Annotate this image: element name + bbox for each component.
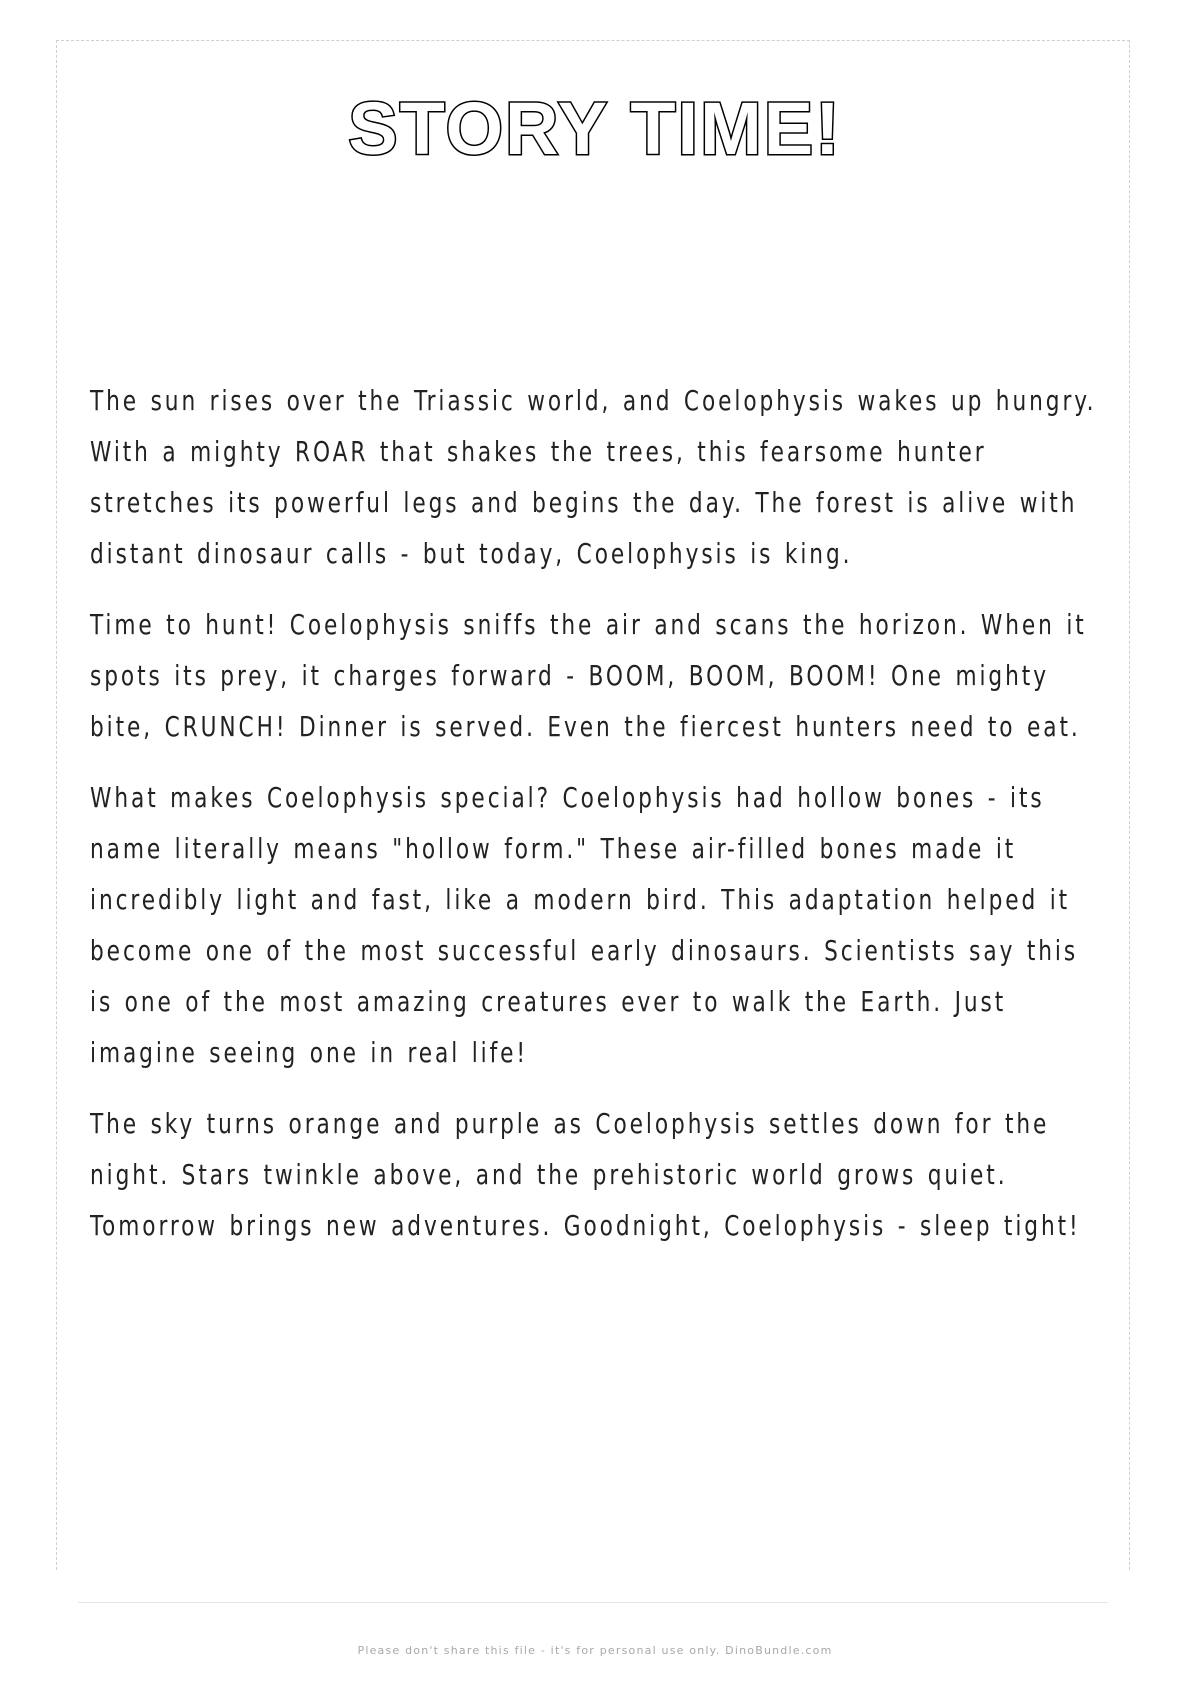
footer-copyright-note: Please don't share this file - it's for personal use only. DinoBundle.com bbox=[357, 1644, 833, 1657]
story-paragraph-3: What makes Coelophysis special? Coelophysis had hollow bones - its name literally means "hollow form." These air-filled bones made it incredibly light and fast, like a modern bird. This adaptation helped it become one of the most successful early dinosaurs. Scientists say this is one of the most amazing creatures ever to walk the Earth. Just imagine seeing one in real life! bbox=[90, 781, 1079, 1069]
footer-divider bbox=[78, 1602, 1108, 1603]
story-paragraph-4: The sky turns orange and purple as Coelophysis settles down for the night. Stars twinkle above, and the prehistoric world grows quiet. Tomorrow brings new adventures. Goodnight, Coelophysis - sleep tight! bbox=[90, 1107, 1081, 1242]
page-title: STORY TIME! bbox=[348, 87, 842, 170]
story-paragraph-1: The sun rises over the Triassic world, and Coelophysis wakes up hungry. With a mighty ROAR that shakes the trees, this fearsome hunter stretches its powerful legs and begins the day. The forest is alive with distant dinosaur calls - but today, Coelophysis is king. bbox=[90, 384, 1097, 570]
story-body bbox=[90, 375, 1110, 1271]
story-paragraph-2: Time to hunt! Coelophysis sniffs the air and scans the horizon. When it spots its prey, it charges forward - BOOM, BOOM, BOOM! One mighty bite, CRUNCH! Dinner is served. Even the fiercest hunters need to eat. bbox=[90, 608, 1087, 743]
